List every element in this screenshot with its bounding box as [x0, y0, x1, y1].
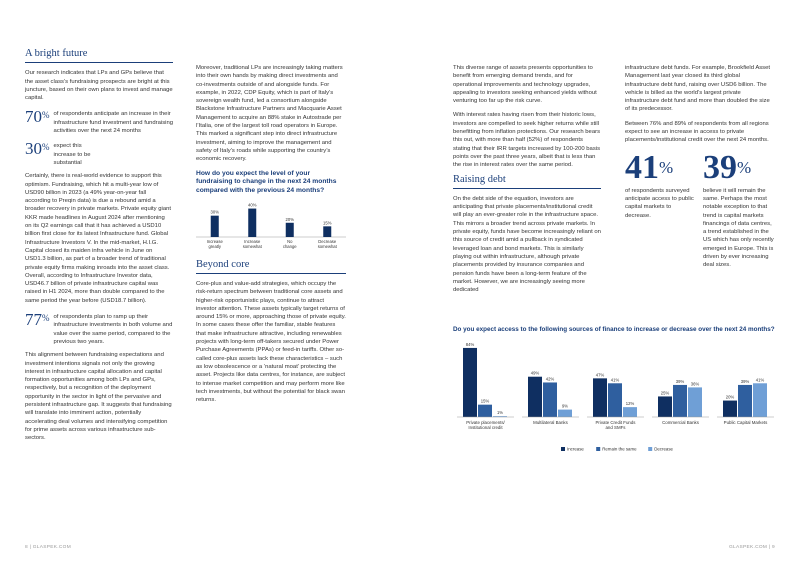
paragraph: This alignment between fundraising expectations and investment intentions signals not only the growing interest in infrastructure capital allocation and capital formation opportunities among both LPs and GPs, respectively, but a recognition of the deployment opportunity in the sector in light of the pervasive and persistent infrastructure gap. It suggests that fundraising will translate into imminent action, potentially accelerating deal volumes and intensifying competition for prime assets across various infrastructure sub-sectors.: [25, 352, 172, 442]
chart1-bar: [211, 216, 219, 237]
big-stat-value: 41: [625, 148, 659, 186]
chart1-category-label: Increase: [206, 239, 223, 245]
legend-label: Decrease: [654, 446, 673, 452]
chart2-value-label: 47%: [595, 371, 605, 377]
paragraph: Moreover, traditional LPs are increasingly taking matters into their own hands by making direct investments and co-investments outside of and alongside funds. For example, in 2022, CDP Equity, which is part of Italy’s sovereign wealth fund, led a consortium alongside Blackstone Infrastructure Partners and Macquarie Asset Management to acquire an 88% stake in Autostrade per l’Italia, one of the largest toll road operators in Europe. This marked a significant step into direct infrastructure investment, aiming to improve the management and safety of Italy’s roads while supporting the country’s economic recovery.: [196, 65, 343, 163]
chart2-bar: [543, 382, 557, 417]
chart2-value-label: 1%: [496, 409, 504, 415]
chart2-value-label: 25%: [660, 390, 670, 396]
paragraph: With interest rates having risen from their historic lows, investors are compelled to seek higher returns while still benefitting from inflation protections. Our research bears this out, with more than half (52%) of respondents stating that their IRR targets increased by 100-200 basis points over the past three years, albeit that is less than the rise in interest rates over the same period.: [453, 112, 601, 169]
stat-unit: %: [42, 142, 50, 153]
chart1-category-label: greatly: [208, 244, 222, 250]
paragraph: Core-plus and value-add strategies, which occupy the risk-return spectrum between traditional core assets and higher-risk opportunistic plays, continue to attract investor attention. These assets typically target returns of around 15% or more, approaching those of private equity. In some cases these offer the familiar, stable features that make infrastructure attractive, including renewables projects with long-term off-takers secured under Power Purchase Agreements (PPAs) or feed-in tariffs. Other so-called core-plus assets lack these characteristics – such as low obsolescence or a ‘natural moat’ protecting the asset. Projects like data centres, for instance, are subject to intense market competition and may perform more like tech investments, but without the potential for black swan returns.: [196, 280, 346, 404]
legend-swatch: [648, 447, 652, 451]
paragraph: Certainly, there is real-world evidence to support this optimism. Fundraising, which hit a multi-year low of USD90 billion in 2023 (a 49% year-on-year fall according to Preqin data) is due a rebound amid a broader recovery in private markets. Private equity giant KKR made headlines in August 2024 after mentioning on its Q2 earnings call that it has achieved a USD10 billion first close for its latest Infrastructure fund. Global Infrastructure Investors V. In the mid-market, H.I.G. Capital closed its maiden infra vehicle in June on USD1.3 billion, as part of a broader trend of traditional private equity firms making inroads into the asset class. Overall, according to Infrastructure Investor data, USD46.7 billion of private infrastructure capital was raised in H1 2024, more than double compared to the same period the year before (USD18.7 billion).: [25, 173, 172, 304]
chart1-category-label: Increase: [244, 239, 261, 245]
chart2-bar: [753, 383, 767, 417]
chart2-bar: [593, 378, 607, 417]
chart2-category-label: Public Capital Markets: [723, 419, 768, 425]
column-1: [25, 50, 173, 448]
chart2-bar: [478, 404, 492, 416]
chart2-value-label: 49%: [530, 370, 540, 376]
chart1-category-label: Decrease: [318, 239, 337, 245]
chart2-value-label: 41%: [610, 376, 620, 382]
chart2-value-label: 42%: [545, 376, 555, 382]
stat-30: [25, 140, 173, 167]
chart2-bar: [528, 376, 542, 416]
chart1-category-label: No: [287, 239, 293, 245]
chart2-bar: [673, 385, 687, 417]
stat-unit: %: [42, 313, 50, 324]
section-heading-beyond-core: Beyond core: [196, 261, 346, 274]
chart2-category-label: Multilateral Banks: [533, 419, 568, 425]
chart1-bar: [286, 223, 294, 237]
footer-left: 8 | GLASPEK.COM: [25, 545, 71, 550]
legend-swatch: [596, 447, 600, 451]
chart2-value-label: 15%: [480, 398, 490, 404]
chart2-value-label: 20%: [725, 394, 735, 400]
chart1-question: How do you expect the level of your fundraising to change in the next 24 months compared with the previous 24 months?: [196, 169, 337, 194]
legend-label: Remain the same: [602, 446, 637, 452]
stat-value: 30: [25, 139, 42, 159]
big-stats: [625, 148, 775, 270]
chart1-value-label: 15%: [323, 220, 332, 226]
paragraph: Our research indicates that LPs and GPs believe that the asset class’s fundraising prospects are bright at this juncture, based on their own plans to invest and manage capital.: [25, 70, 173, 102]
stat-unit: %: [42, 110, 50, 121]
column-3: [453, 64, 601, 300]
chart2-title: Do you expect access to the following sources of finance to increase or decrease over the next 24 months?: [453, 326, 775, 333]
chart2-category-label: Private placements/: [466, 419, 505, 425]
chart2-bar: [688, 387, 702, 417]
paragraph: This diverse range of assets presents opportunities to benefit from emerging demand trends, and for operational improvements and technology upgrades, appealing to investors seeking enhanced yields without venturing too far up the risk curve.: [453, 65, 597, 105]
chart1-value-label: 30%: [210, 210, 219, 216]
chart2-bar: [738, 385, 752, 417]
big-stat-unit: %: [737, 157, 752, 177]
paragraph: infrastructure debt funds. For example, Brookfield Asset Management last year closed its third global infrastructure debt fund, raising over USD6 billion. The vehicle is billed as the world’s largest private infrastructure debt fund and more than doubled the size of its predecessor.: [625, 65, 771, 113]
stat-70: [25, 108, 173, 135]
chart2-category-label: Private Credit Funds: [595, 419, 636, 425]
chart2-value-label: 36%: [690, 380, 700, 386]
chart1-category-label: change: [282, 244, 297, 250]
big-stat-value: 39: [703, 148, 737, 186]
chart2-bar: [608, 383, 622, 417]
paragraph: Between 76% and 89% of respondents from all regions expect to see an increase in access to private placements/institutional credit over the next 24 months.: [625, 120, 769, 144]
chart2-category-label: Commercial Banks: [662, 419, 699, 425]
chart1-category-label: somewhat: [242, 244, 262, 250]
stat-text: of respondents plan to ramp up their infrastructure investments in both volume and value over the same period, compared to the previous two years.: [53, 314, 173, 345]
stat-value: 77: [25, 310, 42, 330]
chart1-category-label: somewhat: [317, 244, 337, 250]
chart1-value-label: 40%: [248, 202, 257, 208]
chart2-bar: [658, 396, 672, 417]
finance-sources-bar-chart: [453, 339, 778, 459]
chart2-value-label: 39%: [675, 378, 685, 384]
legend-swatch: [561, 447, 565, 451]
chart2-category-label: and SMFs: [605, 424, 626, 430]
chart2-category-label: Institutional credit: [468, 424, 503, 430]
big-stat-text: believe it will remain the same. Perhaps the most notable exception to that trend is capital markets financings of data centres, a trend established in the US which has only recently emerged in Europe. This is driven by ever increasing deal sizes.: [703, 187, 774, 269]
big-stat-text: of respondents surveyed anticipate access to public capital markets to decrease.: [625, 187, 694, 219]
chart1-value-label: 20%: [285, 217, 294, 223]
chart1-bar: [323, 227, 331, 238]
finance-sources-chart-block: [453, 326, 778, 464]
paragraph: On the debt side of the equation, investors are anticipating that private placements/institutional credit will play an ever-greater role in the infrastructure space. This mirrors a broader trend across private markets. In private equity, funds have become increasingly reliant on this source of credit amid a pullback in syndicated leveraged loan and bond markets. This is similarly playing out within infrastructure, although private placements provided by insurance companies and pension funds have been a long-term feature of the market. However, we are increasingly seeing more dedicated: [453, 195, 601, 294]
column-2: [196, 64, 346, 410]
chart2-value-label: 12%: [625, 400, 635, 406]
stat-text: of respondents anticipate an increase in their infrastructure fund investment and fundraising activities over the next 24 months: [53, 111, 174, 135]
chart2-bar: [558, 409, 572, 416]
chart2-bar: [463, 348, 477, 417]
stat-text: expect this increase to be substantial: [53, 143, 91, 166]
big-stat-41: [625, 148, 695, 270]
chart1-bar: [248, 209, 256, 237]
column-4: [625, 64, 775, 270]
big-stat-39: [703, 148, 775, 270]
section-heading-raising-debt: Raising debt: [453, 176, 601, 189]
section-heading-bright-future: A bright future: [25, 50, 173, 63]
chart2-value-label: 41%: [755, 376, 765, 382]
chart2-value-label: 39%: [740, 378, 750, 384]
legend-label: Increase: [567, 446, 584, 452]
chart2-bar: [623, 407, 637, 417]
big-stat-unit: %: [659, 157, 674, 177]
chart2-bar: [723, 400, 737, 416]
stat-77: [25, 311, 173, 346]
fundraising-bar-chart: [196, 201, 346, 253]
chart2-value-label: 9%: [561, 403, 569, 409]
stat-value: 70: [25, 107, 42, 127]
chart2-value-label: 84%: [465, 341, 475, 347]
footer-right: GLASPEK.COM | 9: [729, 545, 775, 550]
